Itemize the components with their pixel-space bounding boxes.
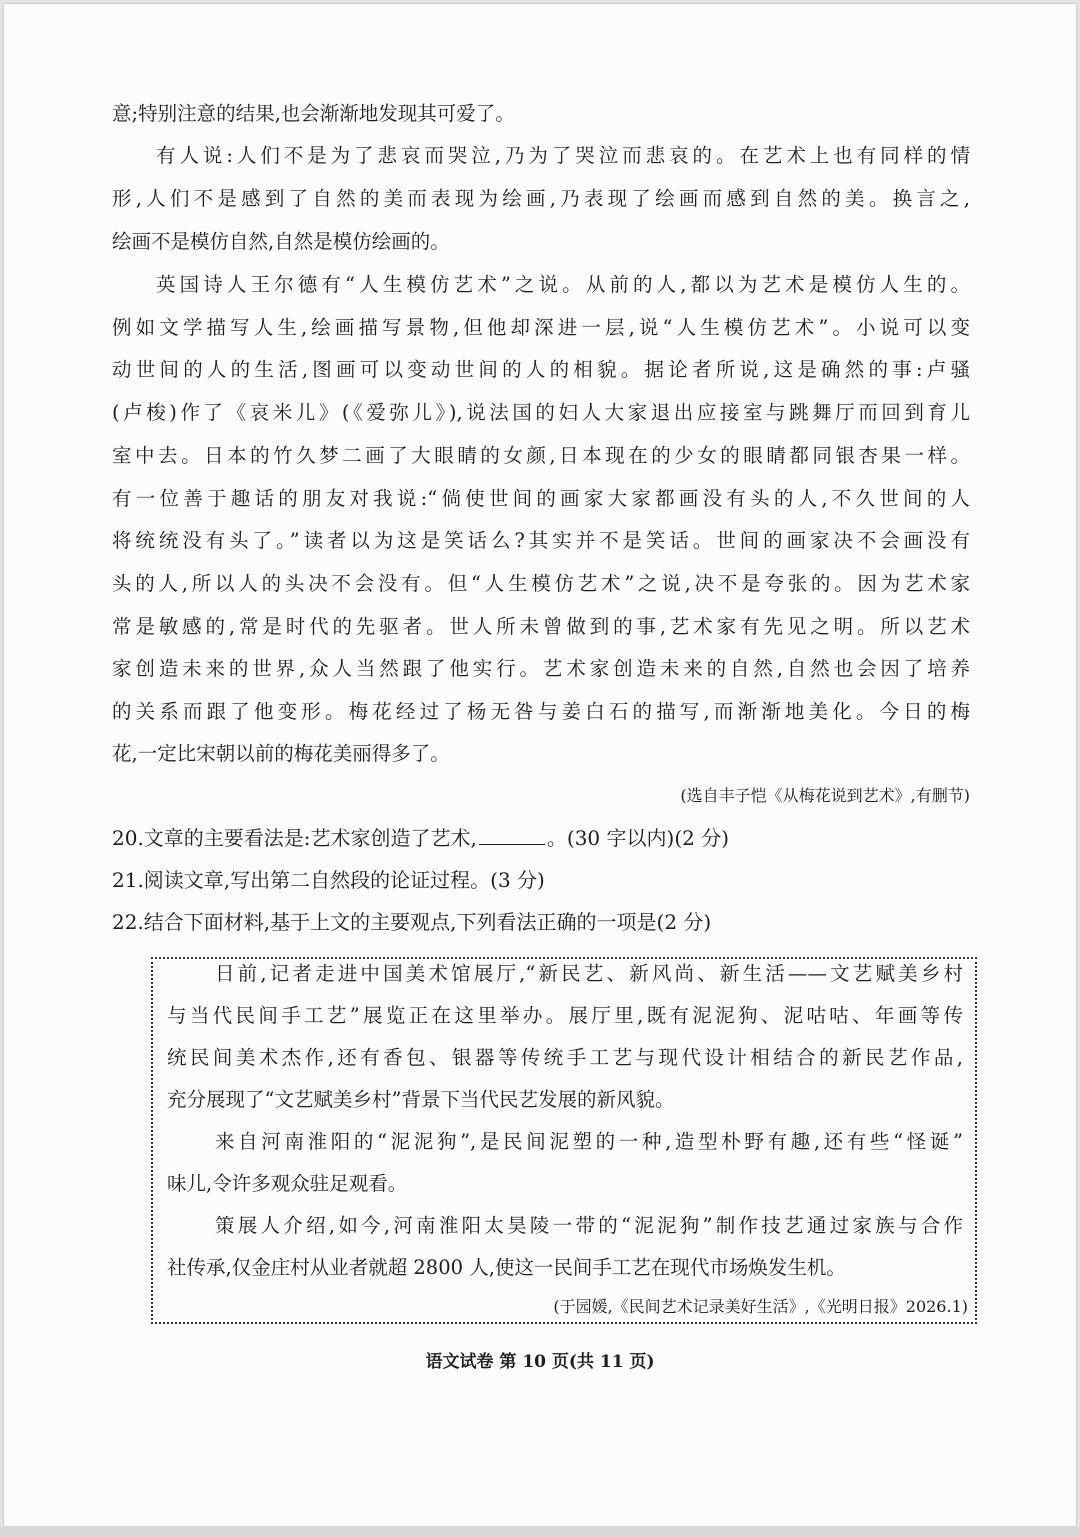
passage-line: 有一位善于趣话的朋友对我说:“倘使世间的画家大家都画没有头的人,不久世间的人 bbox=[112, 487, 970, 510]
question-20-prompt: 20.文章的主要看法是:艺术家创造了艺术, bbox=[112, 826, 477, 850]
material-line: 统民间美术杰作,还有香包、银器等传统手工艺与现代设计相结合的新民艺作品, bbox=[167, 1046, 963, 1069]
passage-line: 室中去。日本的竹久梦二画了大眼睛的女颜,日本现在的少女的眼睛都同银杏果一样。 bbox=[112, 444, 970, 467]
passage-line: (卢梭)作了《哀米儿》(《爱弥儿》),说法国的妇人大家退出应接室与跳舞厅而回到育儿 bbox=[112, 401, 970, 424]
material-line: 充分展现了“文艺赋美乡村”背景下当代民艺发展的新风貌。 bbox=[167, 1088, 675, 1111]
question-21: 21.阅读文章,写出第二自然段的论证过程。(3 分) bbox=[112, 868, 545, 892]
passage-line: 英国诗人王尔德有“人生模仿艺术”之说。从前的人,都以为艺术是模仿人生的。 bbox=[156, 273, 970, 296]
passage-line: 意;特别注意的结果,也会渐渐地发现其可爱了。 bbox=[112, 102, 515, 125]
bottom-edge bbox=[0, 1526, 1080, 1537]
question-22: 22.结合下面材料,基于上文的主要观点,下列看法正确的一项是(2 分) bbox=[112, 910, 712, 934]
material-line: 味儿,令许多观众驻足观看。 bbox=[167, 1172, 408, 1195]
page-footer: 语文试卷 第 10 页(共 11 页) bbox=[425, 1352, 655, 1372]
answer-blank[interactable] bbox=[479, 826, 545, 845]
material-line: 策展人介绍,如今,河南淮阳太昊陵一带的“泥泥狗”制作技艺通过家族与合作 bbox=[215, 1214, 963, 1237]
passage-line: 将统统没有头了。”读者以为这是笑话么?其实并不是笑话。世间的画家决不会画没有 bbox=[112, 529, 970, 552]
material-line: 与当代民间手工艺”展览正在这里举办。展厅里,既有泥泥狗、泥咕咕、年画等传 bbox=[167, 1004, 963, 1027]
passage-line: 常是敏感的,常是时代的先驱者。世人所未曾做到的事,艺术家有先见之明。所以艺术 bbox=[112, 615, 970, 638]
passage-line: 例如文学描写人生,绘画描写景物,但他却深进一层,说“人生模仿艺术”。小说可以变 bbox=[112, 316, 970, 339]
question-20 bbox=[112, 824, 729, 852]
passage-source: (选自丰子恺《从梅花说到艺术》,有删节) bbox=[680, 786, 970, 805]
passage-line: 有人说:人们不是为了悲哀而哭泣,乃为了哭泣而悲哀的。在艺术上也有同样的情 bbox=[156, 144, 970, 167]
question-20-requirement: 。(30 字以内)(2 分) bbox=[546, 826, 730, 850]
passage-line: 花,一定比宋朝以前的梅花美丽得多了。 bbox=[112, 742, 450, 765]
passage-line: 的关系而跟了他变形。梅花经过了杨无咎与姜白石的描写,而渐渐地美化。今日的梅 bbox=[112, 700, 970, 723]
material-source: (于园媛,《民间艺术记录美好生活》,《光明日报》2026.1) bbox=[553, 1297, 968, 1316]
passage-line: 动世间的人的生活,图画可以变动世间的人的相貌。据论者所说,这是确然的事:卢骚 bbox=[112, 358, 970, 381]
material-line: 日前,记者走进中国美术馆展厅,“新民艺、新风尚、新生活——文艺赋美乡村 bbox=[215, 962, 963, 985]
passage-line: 形,人们不是感到了自然的美而表现为绘画,乃表现了绘画而感到自然的美。换言之, bbox=[112, 187, 970, 210]
passage-line: 绘画不是模仿自然,自然是模仿绘画的。 bbox=[112, 230, 450, 253]
passage-line: 家创造未来的世界,众人当然跟了他实行。艺术家创造未来的自然,自然也会因了培养 bbox=[112, 657, 970, 680]
material-line: 来自河南淮阳的“泥泥狗”,是民间泥塑的一种,造型朴野有趣,还有些“怪诞” bbox=[215, 1130, 963, 1153]
material-line: 社传承,仅金庄村从业者就超 2800 人,使这一民间手工艺在现代市场焕发生机。 bbox=[167, 1256, 846, 1279]
passage-line: 头的人,所以人的头决不会没有。但“人生模仿艺术”之说,决不是夸张的。因为艺术家 bbox=[112, 572, 970, 595]
